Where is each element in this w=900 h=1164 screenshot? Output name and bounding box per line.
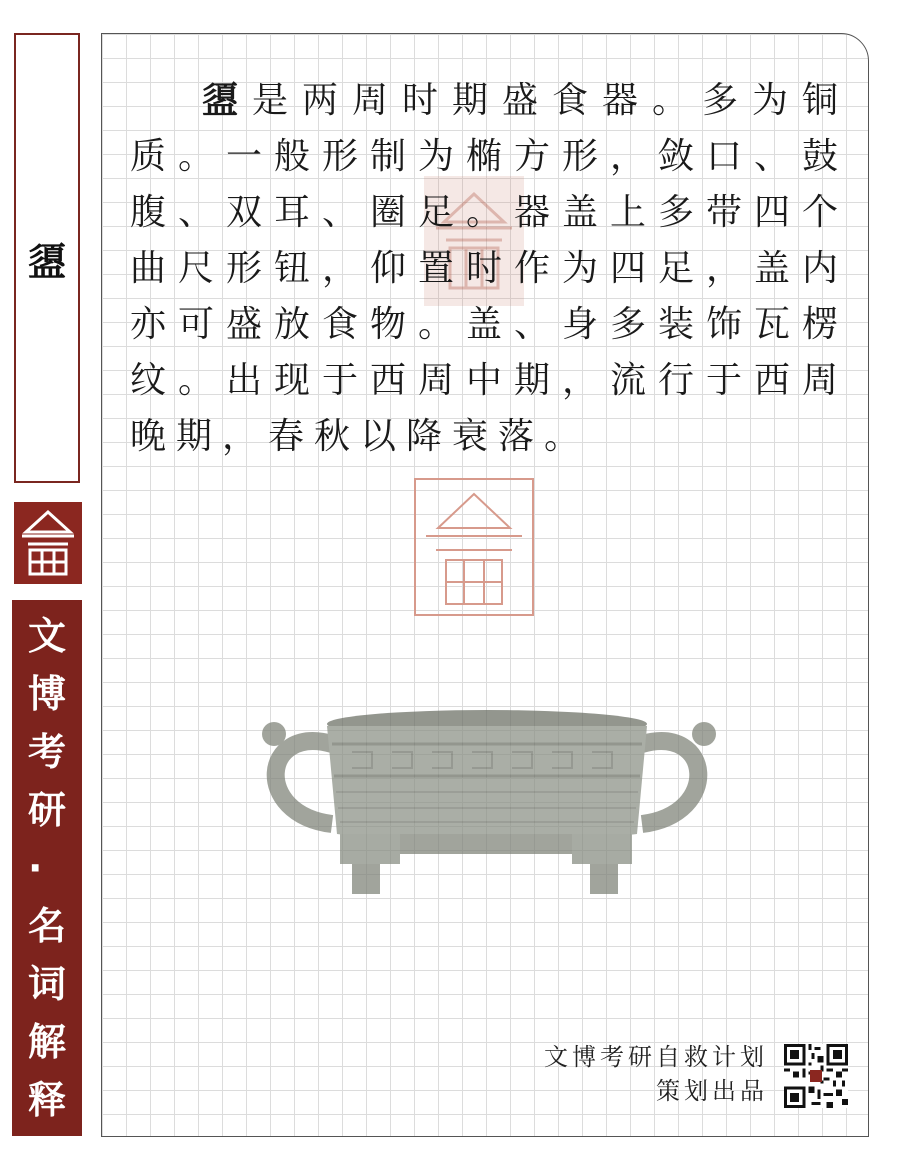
series-title-char: 博 (27, 672, 66, 716)
term-title: 盨 (27, 238, 66, 284)
series-title-char: 释 (27, 1078, 66, 1122)
definition-card (101, 33, 869, 1137)
definition-text: 是两周时期盛食器。多为铜质。一般形制为椭方形，敛口、鼓腹、双耳、圈足。器盖上多带四个曲尺形钮，仰置时作为四足，盖内亦可盛放食物。盖、身多装饰瓦楞纹。出现于西周中期，流行于西周晚期，春秋以降衰落。 (130, 80, 848, 457)
series-title-char: 名 (27, 904, 66, 948)
series-title-char: 解 (27, 1020, 66, 1064)
credit-line-1: 文博考研自救计划 (544, 1043, 768, 1071)
credit-line-2: 策划出品 (656, 1077, 768, 1105)
series-title-char: 文 (27, 614, 66, 658)
bronze-xu-vessel-image (252, 704, 722, 904)
series-title-banner (12, 600, 82, 1136)
watermark-outline-seal-icon (414, 478, 534, 616)
series-title-char: · (27, 846, 43, 890)
qr-code-icon[interactable] (784, 1044, 848, 1108)
seal-logo-icon (14, 502, 82, 584)
definition-paragraph (130, 72, 848, 465)
credit-block (544, 1040, 768, 1108)
definition-headword: 盨 (202, 79, 252, 121)
series-title-char: 词 (27, 962, 66, 1006)
series-title-char: 研 (27, 788, 66, 832)
series-title (28, 607, 66, 1129)
series-title-char: 考 (27, 730, 66, 774)
term-box (14, 33, 80, 483)
